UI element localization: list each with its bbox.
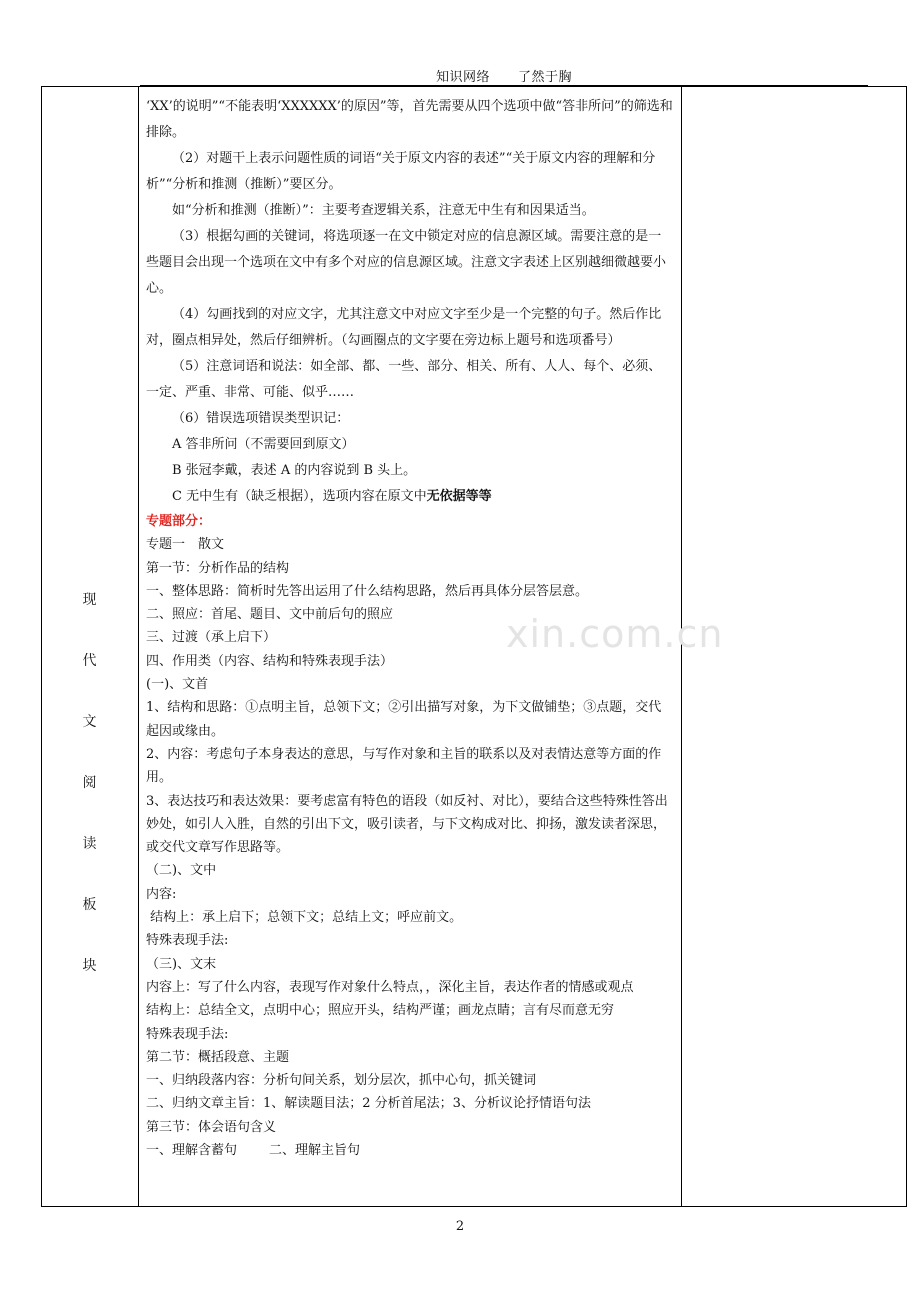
- text-run: 二、理解主旨句: [269, 1143, 361, 1159]
- column-divider-left: [138, 86, 139, 1207]
- section-title: 第一节：分析作品的结构: [146, 560, 290, 576]
- sub-heading: (一)、文首: [146, 677, 209, 693]
- header-right: 了然于胸: [518, 70, 573, 85]
- list-item: 一、归纳段落内容：分析句间关系，划分层次，抓中心句，抓关键词: [146, 1073, 537, 1089]
- side-char: 代: [82, 653, 97, 669]
- paragraph: （3）根据勾画的关键词，将选项逐一在文中锁定对应的信息源区域。需要注意的是一些题目会出现一个选项在文中有多个对应的信息源区域。注意文字表述上区别越细微越要小心。: [146, 229, 667, 296]
- sub-heading: （三)、文末: [146, 956, 217, 972]
- list-item: [146, 1139, 674, 1162]
- list-item: 一、整体思路：简析时先答出运用了什么结构思路，然后再具体分层答层意。: [146, 583, 589, 599]
- list-item: 二、归纳文章主旨：1、解读题目法；2 分析首尾法；3、分析议论抒情语句法: [146, 1096, 591, 1112]
- section-heading: 专题部分：: [146, 514, 212, 529]
- paragraph: ‘XX’的说明”“不能表明‘XXXXXX’的原因”等，首先需要从四个选项中做“答非所问”的筛选和排除。: [146, 99, 673, 140]
- page-header: [140, 66, 868, 85]
- text-run: 一、理解含蓄句: [146, 1143, 238, 1159]
- list-item: 结构上：总结全文，点明中心；照应开头，结构严谨；画龙点睛；言有尽而意无穷: [146, 1003, 615, 1019]
- list-item: 1、结构和思路：①点明主旨，总领下文；②引出描写对象，为下文做铺垫；③点题，交代起因或缘由。: [146, 700, 662, 739]
- header-left: 知识网络: [435, 70, 490, 85]
- paragraph: （5）注意词语和说法：如全部、都、一些、部分、相关、所有、人人、每个、必须、一定、严重、非常、可能、似乎……: [146, 359, 662, 400]
- paragraph: [146, 484, 674, 510]
- list-item: 2、内容：考虑句子本身表达的意思，与写作对象和主旨的联系以及对表情达意等方面的作用。: [146, 746, 662, 786]
- list-item: 结构上：承上启下；总领下文；总结上文；呼应前文。: [146, 910, 463, 926]
- side-char: 块: [82, 958, 97, 974]
- list-item: 特殊表现手法:: [146, 933, 229, 949]
- paragraph: 如“分析和推测（推断）”：主要考查逻辑关系，注意无中生有和因果适当。: [172, 203, 595, 218]
- paragraph: A 答非所问（不需要回到原文）: [172, 437, 355, 452]
- paragraph: （2）对题干上表示问题性质的词语“关于原文内容的表述”“关于原文内容的理解和分析”“分析和推测（推断）”要区分。: [146, 151, 656, 192]
- section-title: 第三节：体会语句含义: [146, 1119, 277, 1135]
- side-char: 读: [82, 836, 97, 852]
- paragraph: B 张冠李戴，表述 A 的内容说到 B 头上。: [172, 463, 417, 478]
- side-label: [41, 590, 138, 1017]
- section-title: 第二节：概括段意、主题: [146, 1049, 290, 1065]
- list-item: 特殊表现手法:: [146, 1026, 229, 1042]
- list-item: 三、过渡（承上启下）: [146, 630, 277, 646]
- topic-title: 专题一 散文: [146, 537, 225, 553]
- list-item: 内容上：写了什么内容，表现写作对象什么特点，，深化主旨，表达作者的情感或观点: [146, 979, 634, 995]
- paragraph: （6）错误选项错误类型识记：: [172, 411, 350, 426]
- side-char: 现: [82, 592, 97, 608]
- list-item: 二、照应：首尾、题目、文中前后句的照应: [146, 607, 394, 623]
- side-char: 文: [82, 714, 97, 730]
- page-number: 2: [455, 1219, 465, 1234]
- content-cell: [146, 94, 674, 1162]
- side-char: 板: [82, 897, 97, 913]
- side-char: 阅: [82, 775, 97, 791]
- list-item: 四、作用类（内容、结构和特殊表现手法）: [146, 653, 394, 669]
- list-item: 3、表达技巧和表达效果：要考虑富有特色的语段（如反衬、对比），要结合这些特殊性答出妙处，如引人入胜，自然的引出下文，吸引读者，与下文构成对比、抑扬，激发读者深思，或交代文章写作思路等。: [146, 793, 668, 856]
- text-run: C 无中生有（缺乏根据），选项内容在原文中: [172, 489, 427, 504]
- paragraph: （4）勾画找到的对应文字，尤其注意文中对应文字至少是一个完整的句子。然后作比对，圈点相异处，然后仔细辨析。（勾画圈点的文字要在旁边标上题号和选项番号）: [146, 307, 662, 348]
- watermark: xin.com.cn: [506, 612, 724, 656]
- list-item: 内容:: [146, 886, 177, 902]
- bold-text: 无依据等等: [426, 489, 492, 504]
- sub-heading: （二)、文中: [146, 863, 217, 879]
